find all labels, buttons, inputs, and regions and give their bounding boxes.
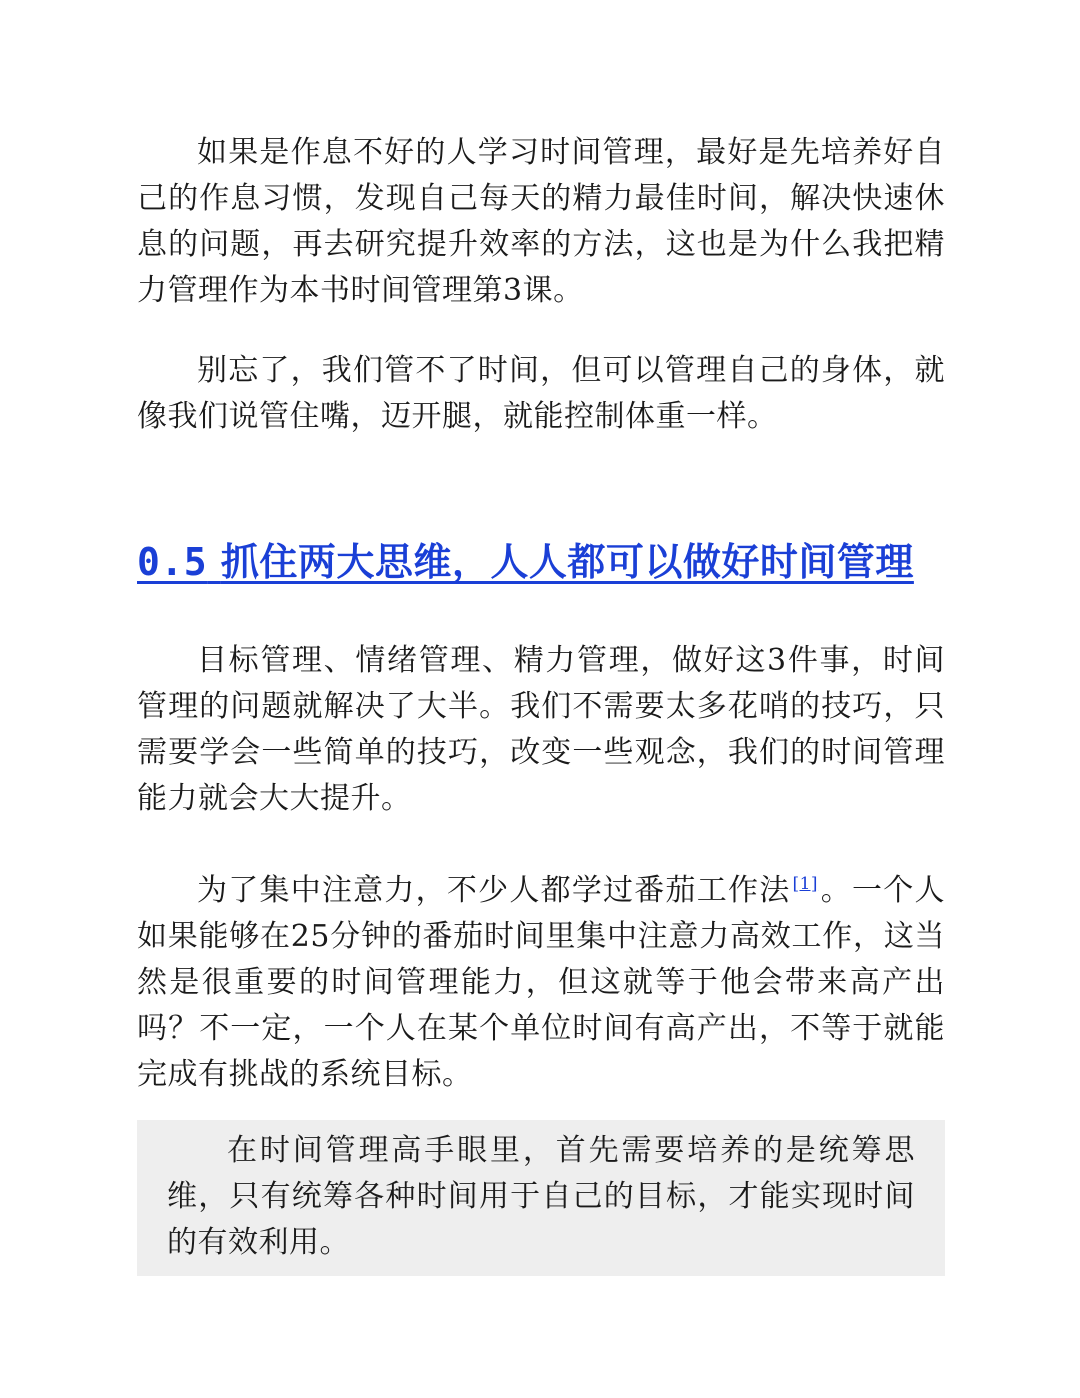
highlight-quote-box <box>137 1120 945 1276</box>
section-heading-link[interactable] <box>137 536 945 588</box>
document-page <box>137 130 945 1276</box>
footnote-link[interactable]: [1] <box>792 874 819 894</box>
section-number: 0.5 <box>137 540 208 584</box>
pomodoro-text-before: 为了集中注意力，不少人都学过番茄工作法 <box>197 873 791 908</box>
pomodoro-text-after: 。一个人如果能够在25分钟的番茄时间里集中注意力高效工作，这当然是很重要的时间管理能力，但这就等于他会带来高产出吗？不一定，一个人在某个单位时间有高产出，不等于就能完成有挑战的系统目标。 <box>137 873 946 1092</box>
paragraph-body-control: 别忘了，我们管不了时间，但可以管理自己的身体，就像我们说管住嘴，迈开腿，就能控制体重一样。 <box>137 353 945 434</box>
paragraph-pomodoro <box>137 868 945 1098</box>
paragraph-three-managements: 目标管理、情绪管理、精力管理，做好这3件事，时间管理的问题就解决了大半。我们不需要太多花哨的技巧，只需要学会一些简单的技巧，改变一些观念，我们的时间管理能力就会大大提升。 <box>137 643 945 816</box>
quote-text: 在时间管理高手眼里，首先需要培养的是统筹思维，只有统筹各种时间用于自己的目标，才能实现时间的有效利用。 <box>167 1133 915 1260</box>
paragraph-sleep-habits: 如果是作息不好的人学习时间管理，最好是先培养好自己的作息习惯，发现自己每天的精力最佳时间，解决快速休息的问题，再去研究提升效率的方法，这也是为什么我把精力管理作为本书时间管理第3课。 <box>137 135 945 308</box>
section-title-text: 抓住两大思维，人人都可以做好时间管理 <box>220 539 914 584</box>
